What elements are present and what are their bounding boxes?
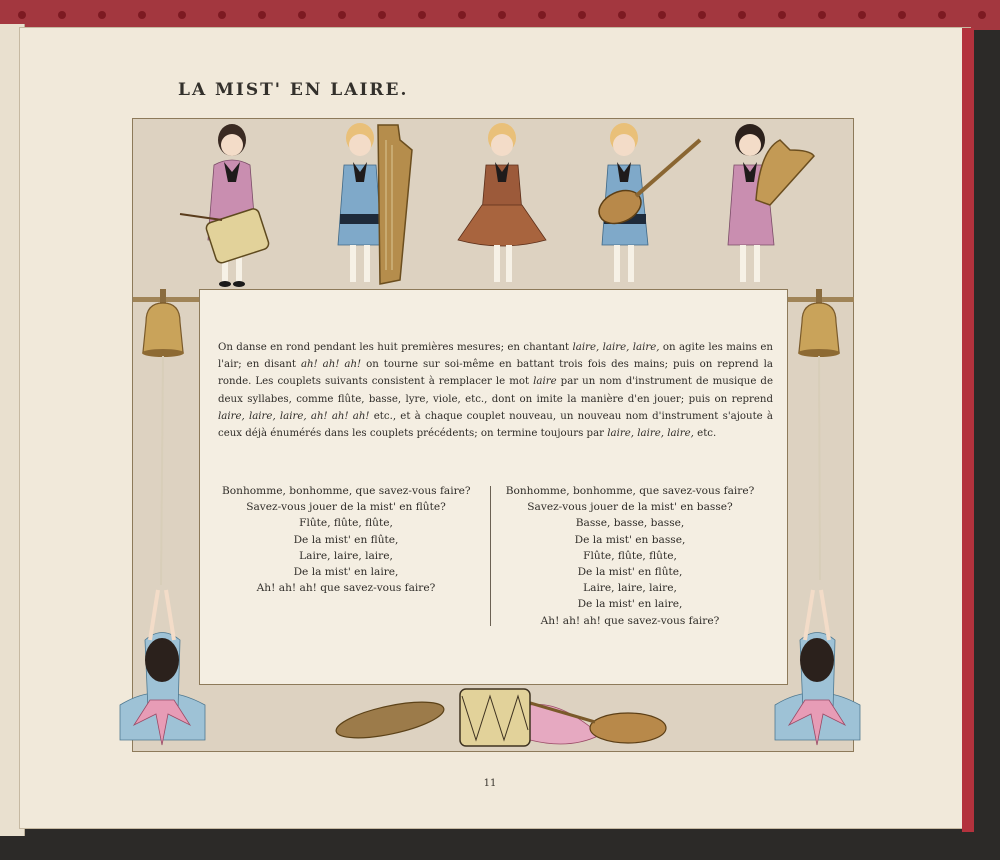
verse-line: De la mist' en laire, [577, 598, 683, 611]
paragraph-italic: laire, laire, laire, [607, 428, 694, 440]
verse-divider [490, 486, 491, 626]
girl-with-mandolin-icon [594, 123, 700, 282]
verse-line: Bonhomme, bonhomme, que savez-vous faire? [505, 485, 755, 497]
girl-with-harp-icon [338, 123, 412, 284]
left-kneeling-girl-icon [120, 590, 205, 745]
instrument-pile-icon [333, 689, 666, 746]
verse-line: Bonhomme, bonhomme, que savez-vous faire? [222, 485, 471, 497]
girl-with-drum-icon [180, 124, 270, 287]
paragraph-text: etc., et à chaque couplet nouveau, un nouveau nom d'instrument s'ajoute à ceux déjà énumérés dans les couplets précédents; on termine toujours par [218, 410, 774, 440]
instructions-paragraph [218, 339, 773, 442]
paragraph-text: on tourne sur soi-même en battant trois fois des mains; puis on reprend la ronde. Les couplets suivants consistent à remplacer le mot [218, 359, 773, 388]
paragraph-text: On danse en rond pendant les huit premières mesures; en chantant [218, 342, 573, 353]
verse-line: Flûte, flûte, flûte, [583, 549, 677, 562]
verse-line: Savez-vous jouer de la mist' en basse? [527, 501, 733, 514]
verse-line: Ah! ah! ah! que savez-vous faire? [540, 614, 720, 627]
verse-left [222, 483, 470, 596]
verse-line: De la mist' en flûte, [293, 533, 399, 546]
paragraph-italic: laire, laire, laire, ah! ah! ah! [218, 410, 370, 422]
verse-line: De la mist' en flûte, [577, 566, 683, 579]
paragraph-text: on agite les mains en l'air; en disant [218, 342, 773, 371]
verse-line: Flûte, flûte, flûte, [299, 517, 393, 530]
paragraph-text: etc. [693, 428, 717, 440]
paragraph-text: par un nom d'instrument de musique de deux syllabes, comme flûte, basse, lyre, viole, etc., dont on imite la manière d'en jouer; puis on reprend [218, 376, 773, 405]
paragraph-italic: ah! ah! ah! [300, 359, 362, 371]
verse-line: De la mist' en laire, [293, 566, 399, 579]
page-number: 11 [483, 778, 497, 789]
left-bell-icon [133, 289, 199, 585]
girl-dancing-icon [458, 123, 546, 282]
verse-line: Laire, laire, laire, [299, 549, 393, 562]
verse-line: De la mist' en basse, [574, 533, 686, 546]
verse-right [497, 483, 763, 629]
verse-line: Ah! ah! ah! que savez-vous faire? [256, 582, 436, 595]
paragraph-italic: laire [533, 376, 557, 388]
verse-line: Basse, basse, basse, [575, 517, 685, 530]
verse-line: Laire, laire, laire, [583, 582, 677, 595]
girl-with-lyre-icon [728, 124, 814, 282]
page-title: LA MIST' EN LAIRE. [178, 80, 409, 100]
right-bell-icon [788, 289, 854, 580]
paragraph-italic: laire, laire, laire, [572, 342, 660, 353]
verse-line: Savez-vous jouer de la mist' en flûte? [246, 501, 446, 514]
